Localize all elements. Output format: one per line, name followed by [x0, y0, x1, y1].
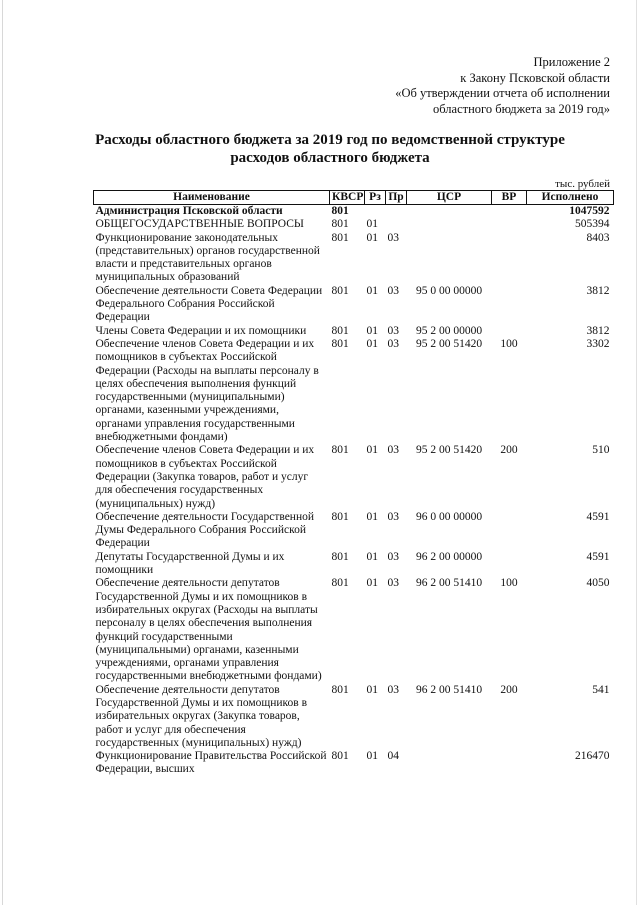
cell-sum: 1047592 — [569, 205, 610, 217]
page-title — [60, 132, 600, 167]
cell-csr: 96 2 00 51410 — [415, 577, 483, 590]
annex-line-2: к Закону Псковской области — [460, 70, 610, 85]
cell-rz: 01 — [366, 510, 378, 523]
cell-csr — [407, 205, 492, 219]
cell-name: Обеспечение деятельности Государственной Думы Федерального Собрания Российской Федерации — [95, 510, 315, 550]
cell-vr — [492, 551, 527, 578]
table-row — [94, 338, 614, 444]
annex-line-1: Приложение 2 — [533, 55, 610, 69]
cell-kvsr: 801 — [331, 510, 349, 523]
cell-pr: 03 — [387, 337, 399, 350]
cell-pr: 03 — [387, 284, 399, 297]
cell-pr — [386, 205, 407, 219]
cell-kvsr: 801 — [331, 550, 349, 563]
table-row — [94, 750, 614, 777]
units-label: тыс. рублей — [555, 178, 610, 190]
cell-rz: 01 — [366, 683, 378, 696]
cell-kvsr: 801 — [331, 444, 349, 457]
scan-edge-left — [2, 0, 3, 905]
table-row — [94, 325, 614, 338]
cell-vr — [492, 232, 527, 285]
table-row — [94, 285, 614, 325]
cell-rz: 01 — [366, 218, 378, 231]
cell-kvsr: 801 — [331, 231, 349, 244]
title-line-2: расходов областного бюджета — [230, 149, 430, 166]
cell-csr: 95 2 00 00000 — [415, 324, 483, 337]
cell-kvsr: 801 — [331, 683, 349, 696]
cell-name: Обеспечение членов Совета Федерации и их помощников в субъектах Российской Федерации (Расходы на выплаты персоналу в целях обеспечения выполнения функций государственными (муниципальными) органами, казенными учреждениями, органами управления государственными внебюджетными фондами) — [95, 337, 319, 444]
cell-sum: 4591 — [586, 510, 610, 523]
table-row — [94, 577, 614, 683]
cell-name: Обеспечение членов Совета Федерации и их помощников в субъектах Российской Федерации (Закупка товаров, работ и услуг для обеспечения государственных (муниципальных) нужд) — [95, 444, 315, 510]
header-csr: ЦСР — [407, 191, 492, 205]
header-vr: ВР — [492, 191, 527, 205]
cell-rz: 01 — [366, 231, 378, 244]
cell-csr — [407, 218, 492, 231]
cell-vr — [492, 285, 527, 325]
cell-csr: 96 2 00 00000 — [415, 550, 483, 563]
cell-name: Функционирование Правительства Российской Федерации, высших — [95, 750, 327, 776]
header-name: Наименование — [94, 191, 330, 205]
cell-pr: 03 — [387, 577, 399, 590]
table-header-row — [94, 191, 614, 205]
cell-pr — [386, 218, 407, 231]
cell-sum: 510 — [592, 444, 610, 457]
cell-csr — [407, 750, 492, 777]
expenditure-table — [93, 190, 614, 777]
cell-vr: 200 — [500, 683, 518, 696]
cell-vr — [492, 205, 527, 219]
cell-name: Члены Совета Федерации и их помощники — [95, 324, 307, 337]
cell-kvsr: 801 — [331, 750, 349, 763]
header-rz: Рз — [365, 191, 386, 205]
cell-csr: 96 0 00 00000 — [415, 510, 483, 523]
cell-rz: 01 — [366, 337, 378, 350]
cell-sum: 3302 — [586, 337, 610, 350]
cell-pr: 03 — [387, 510, 399, 523]
cell-name: ОБЩЕГОСУДАРСТВЕННЫЕ ВОПРОСЫ — [95, 218, 304, 231]
table-row — [94, 684, 614, 750]
header-sum: Исполнено — [527, 191, 614, 205]
cell-csr: 96 2 00 51410 — [415, 683, 483, 696]
cell-kvsr: 801 — [331, 205, 349, 217]
cell-kvsr: 801 — [331, 577, 349, 590]
cell-vr — [492, 218, 527, 231]
table-row — [94, 218, 614, 231]
table-row — [94, 551, 614, 578]
scan-edge-right — [636, 0, 637, 905]
cell-pr: 03 — [387, 550, 399, 563]
cell-name: Обеспечение деятельности депутатов Государственной Думы и их помощников в избирательных округах (Закупка товаров, работ и услуг для обеспечения государственных (муниципальных) нужд) — [95, 683, 308, 749]
cell-vr — [492, 511, 527, 551]
table-row — [94, 232, 614, 285]
cell-rz: 01 — [366, 444, 378, 457]
cell-sum: 505394 — [575, 218, 610, 231]
table-body — [94, 205, 614, 777]
cell-vr: 200 — [500, 444, 518, 457]
header-pr: Пр — [386, 191, 407, 205]
cell-vr — [492, 750, 527, 777]
cell-rz: 01 — [366, 550, 378, 563]
cell-pr: 03 — [387, 231, 399, 244]
annex-line-4: областного бюджета за 2019 год» — [432, 101, 610, 116]
cell-sum: 541 — [592, 683, 610, 696]
cell-kvsr: 801 — [331, 218, 349, 231]
table-row — [94, 444, 614, 510]
cell-vr — [492, 325, 527, 338]
cell-sum: 8403 — [586, 231, 610, 244]
title-line-1: Расходы областного бюджета за 2019 год по ведомственной структуре — [95, 132, 565, 148]
cell-csr: 95 0 00 00000 — [415, 284, 483, 297]
annex-line-3: «Об утверждении отчета об исполнении — [395, 86, 610, 100]
cell-vr: 100 — [500, 577, 518, 590]
cell-name: Администрация Псковской области — [95, 205, 283, 217]
cell-csr: 95 2 00 51420 — [415, 444, 483, 457]
table-row — [94, 511, 614, 551]
cell-rz: 01 — [366, 324, 378, 337]
cell-sum: 3812 — [586, 324, 610, 337]
table-row — [94, 205, 614, 219]
cell-csr — [407, 232, 492, 285]
cell-pr: 03 — [387, 444, 399, 457]
cell-sum: 4591 — [586, 550, 610, 563]
cell-pr: 03 — [387, 683, 399, 696]
cell-pr: 03 — [387, 324, 399, 337]
cell-name: Обеспечение деятельности Совета Федерации Федерального Собрания Российской Федерации — [95, 284, 323, 324]
cell-rz: 01 — [366, 577, 378, 590]
cell-sum: 4050 — [586, 577, 610, 590]
cell-sum: 3812 — [586, 284, 610, 297]
cell-kvsr: 801 — [331, 284, 349, 297]
header-kvsr: КВСР — [330, 191, 365, 205]
cell-vr: 100 — [500, 337, 518, 350]
cell-kvsr: 801 — [331, 324, 349, 337]
cell-name: Функционирование законодательных (представительных) органов государственной власти и представительных органов муниципальных образований — [95, 231, 320, 284]
cell-csr: 95 2 00 51420 — [415, 337, 483, 350]
cell-kvsr: 801 — [331, 337, 349, 350]
cell-name: Депутаты Государственной Думы и их помощники — [95, 550, 285, 577]
cell-rz: 01 — [366, 750, 378, 763]
cell-sum: 216470 — [575, 750, 610, 763]
cell-pr: 04 — [387, 750, 399, 763]
cell-rz: 01 — [366, 284, 378, 297]
annex-header — [310, 55, 610, 117]
cell-name: Обеспечение деятельности депутатов Государственной Думы и их помощников в избирательных округах (Расходы на выплаты персоналу в целях обеспечения выполнения функций государственными (муниципальными) органами, казенными учреждениями, органами управления государственными внебюджетными фондами) — [95, 577, 322, 683]
cell-rz — [365, 205, 386, 219]
